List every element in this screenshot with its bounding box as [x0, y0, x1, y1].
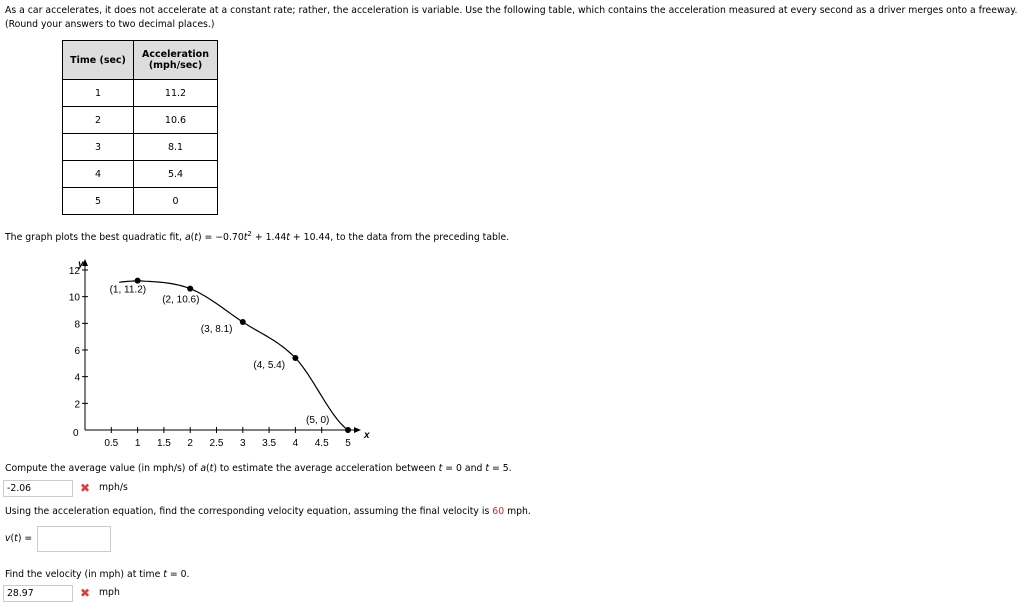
x-tick-label: 0.5 — [104, 438, 119, 449]
quadratic-fit-chart — [0, 250, 380, 455]
y-tick-label: 4 — [74, 372, 80, 384]
acc-cell: 11.2 — [134, 80, 218, 107]
x-axis-label: x — [364, 430, 370, 441]
table-row — [63, 161, 218, 188]
data-point — [240, 319, 246, 325]
header-acceleration-line1: Acceleration — [142, 49, 209, 60]
y-tick-label: 2 — [74, 399, 80, 411]
data-point — [292, 355, 298, 361]
data-point-label: (5, 0) — [306, 415, 330, 426]
time-cell: 2 — [63, 107, 134, 134]
table-row — [63, 134, 218, 161]
initial-velocity-answer[interactable]: 28.97 — [3, 585, 73, 602]
origin-label: 0 — [73, 428, 79, 439]
table-header-acceleration — [134, 41, 218, 80]
acc-cell: 8.1 — [134, 134, 218, 161]
data-point — [345, 427, 351, 433]
data-point — [135, 278, 141, 284]
q1-unit: mph/s — [99, 482, 128, 493]
incorrect-x-icon: ✖ — [80, 481, 91, 495]
velocity-equation-input[interactable] — [37, 526, 111, 552]
x-tick-label: 1 — [134, 438, 141, 449]
final-velocity-value: 60 — [492, 506, 505, 517]
table-row — [63, 107, 218, 134]
y-tick-label: 6 — [74, 346, 80, 357]
time-cell: 4 — [63, 161, 134, 188]
table-header-time: Time (sec) — [63, 41, 134, 80]
y-axis-label: y — [78, 259, 84, 270]
x-tick-label: 2 — [187, 438, 193, 449]
time-cell: 3 — [63, 134, 134, 161]
y-tick-label: 10 — [68, 292, 80, 304]
q1-prompt: Compute the average value (in mph/s) of a(t) to estimate the average acceleration between t = 0 and t = 5. — [5, 463, 512, 474]
average-acceleration-answer[interactable]: -2.06 — [3, 480, 73, 497]
table-row — [63, 188, 218, 215]
q2-prompt: Using the acceleration equation, find the corresponding velocity equation, assuming the final velocity is 60 mph. — [5, 506, 531, 517]
data-point — [187, 286, 193, 292]
y-tick-label: 12 — [68, 266, 80, 277]
time-cell: 5 — [63, 188, 134, 215]
data-point-label: (1, 11.2) — [109, 284, 147, 296]
x-tick-label: 3.5 — [262, 438, 277, 449]
q3-unit: mph — [99, 587, 120, 598]
data-point-label: (4, 5.4) — [253, 360, 286, 371]
velocity-equation-label: v(t) = — [5, 533, 33, 544]
x-tick-label: 2.5 — [209, 438, 224, 449]
header-acceleration-line2: (mph/sec) — [148, 60, 203, 71]
data-point-label: (3, 8.1) — [200, 324, 233, 335]
incorrect-x-icon: ✖ — [80, 586, 91, 600]
time-cell: 1 — [63, 80, 134, 107]
acceleration-table — [62, 40, 218, 215]
x-tick-label: 4 — [292, 438, 299, 449]
fit-sentence: The graph plots the best quadratic fit, $a(t) = -0.70t^2 + 1.44t + 10.44$, to the data from the preceding table. — [5, 230, 510, 244]
y-tick-label: 8 — [74, 319, 80, 331]
acc-cell: 5.4 — [134, 161, 218, 188]
data-point-label: (2, 10.6) — [162, 294, 200, 306]
acc-cell: 0 — [134, 188, 218, 215]
problem-intro: As a car accelerates, it does not accelerate at a constant rate; rather, the acceleration is variable. Use the following table, which contains the acceleration measured at every second as a driver merges onto a freeway. (Round your answers to two decimal places.) — [5, 5, 1018, 30]
fit-curve — [119, 281, 348, 430]
x-tick-label: 4.5 — [314, 438, 329, 449]
x-tick-label: 3 — [240, 438, 246, 449]
x-tick-label: 1.5 — [156, 438, 171, 449]
x-tick-label: 5 — [345, 438, 351, 449]
acc-cell: 10.6 — [134, 107, 218, 134]
table-row — [63, 80, 218, 107]
q3-prompt: Find the velocity (in mph) at time t = 0. — [5, 569, 190, 580]
